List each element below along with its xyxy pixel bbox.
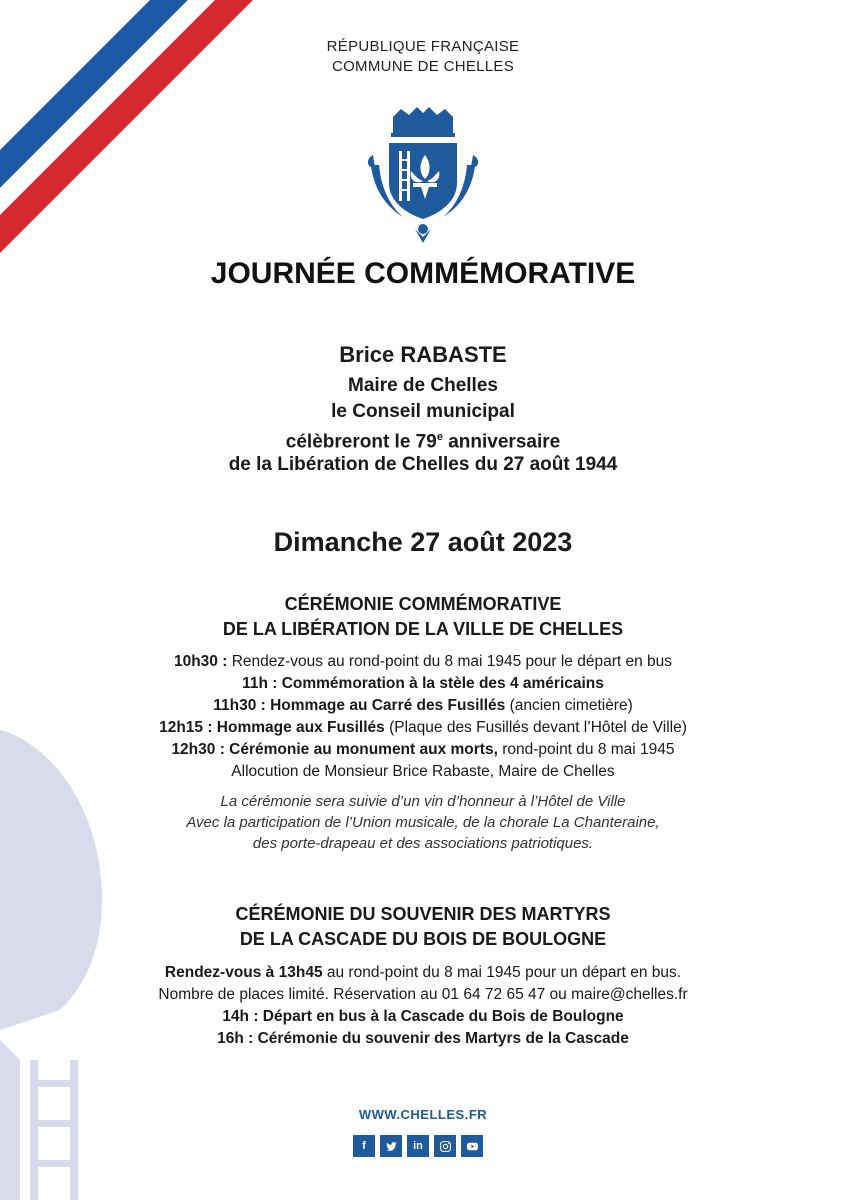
program-item (0, 984, 846, 1006)
program-item (0, 1028, 846, 1050)
program-item-bold: 11h30 : Hommage au Carré des Fusillés (213, 697, 506, 714)
program-item-text: (Plaque des Fusillés devant l’Hôtel de Ville) (384, 719, 687, 736)
section2-title-line1: CÉRÉMONIE DU SOUVENIR DES MARTYRS (235, 904, 611, 924)
program-item (0, 717, 846, 739)
mayor-name: Brice RABASTE (339, 342, 507, 367)
program-item-text: Rendez-vous au rond-point du 8 mai 1945 pour le départ en bus (227, 653, 673, 670)
program-item (0, 962, 846, 984)
intro-liberation: de la Libération de Chelles du 27 août 1944 (228, 454, 618, 475)
chelles-crest-logo (363, 105, 483, 243)
program-item-text: Nombre de places limité. Réservation au 01 64 72 65 47 ou maire@chelles.fr (158, 986, 688, 1003)
website-link[interactable]: WWW.CHELLES.FR (358, 1107, 488, 1122)
facebook-icon[interactable] (353, 1135, 375, 1157)
program-item-bold: 10h30 : (173, 653, 228, 670)
note-line: La cérémonie sera suivie d’un vin d’honneur à l’Hôtel de Ville (220, 793, 626, 810)
anniversary-ordinal: e (436, 431, 443, 443)
header-republique: RÉPUBLIQUE FRANÇAISE (326, 38, 520, 55)
linkedin-glyph: in (413, 1140, 423, 1152)
section1-title-line1: CÉRÉMONIE COMMÉMORATIVE (284, 594, 562, 614)
header-commune: COMMUNE DE CHELLES (331, 58, 515, 75)
program-item (0, 695, 846, 717)
linkedin-icon[interactable] (407, 1135, 429, 1157)
facebook-glyph: f (362, 1140, 366, 1152)
page-title: JOURNÉE COMMÉMORATIVE (210, 257, 636, 290)
program-item-bold: 16h : Cérémonie du souvenir des Martyrs de la Cascade (217, 1030, 629, 1047)
instagram-camera-glyph (439, 1140, 452, 1153)
section1-notes (0, 791, 846, 854)
program-item (0, 739, 846, 761)
program-item (0, 651, 846, 673)
youtube-icon[interactable] (461, 1135, 483, 1157)
instagram-icon[interactable] (434, 1135, 456, 1157)
section2-title-line2: DE LA CASCADE DU BOIS DE BOULOGNE (239, 929, 607, 949)
note-line: Avec la participation de l’Union musicale, de la chorale La Chanteraine, (186, 814, 660, 831)
intro-council: le Conseil municipal (331, 401, 515, 422)
intro-mayor-title: Maire de Chelles (348, 375, 498, 396)
section1-title-line2: DE LA LIBÉRATION DE LA VILLE DE CHELLES (222, 619, 624, 639)
note-line: des porte-drapeau et des associations patriotiques. (252, 835, 594, 852)
program-item-bold: 14h : Départ en bus à la Cascade du Bois de Boulogne (222, 1008, 624, 1025)
youtube-play-glyph (466, 1140, 479, 1153)
program-item-bold: 11h : Commémoration à la stèle des 4 américains (242, 675, 604, 692)
program-item-bold: Rendez-vous à 13h45 (164, 964, 323, 981)
anniversary-suffix: anniversaire (442, 431, 561, 453)
program-item (0, 673, 846, 695)
social-links (353, 1135, 483, 1157)
program-item-bold: 12h15 : Hommage aux Fusillés (159, 719, 385, 736)
event-date: Dimanche 27 août 2023 (273, 527, 573, 557)
anniversary-text: célèbreront le 79 (285, 431, 437, 453)
program-item (0, 761, 846, 783)
program-item-text: rond-point du 8 mai 1945 (497, 741, 675, 758)
twitter-bird-glyph (385, 1140, 398, 1153)
program-item-text: (ancien cimetière) (505, 697, 633, 714)
section2-program (0, 962, 846, 1050)
program-item (0, 1006, 846, 1028)
twitter-icon[interactable] (380, 1135, 402, 1157)
program-item-bold: 12h30 : Cérémonie au monument aux morts, (171, 741, 498, 758)
program-item-text: au rond-point du 8 mai 1945 pour un départ en bus. (322, 964, 682, 981)
program-item-text: Allocution de Monsieur Brice Rabaste, Maire de Chelles (231, 763, 615, 780)
section1-program (0, 651, 846, 783)
